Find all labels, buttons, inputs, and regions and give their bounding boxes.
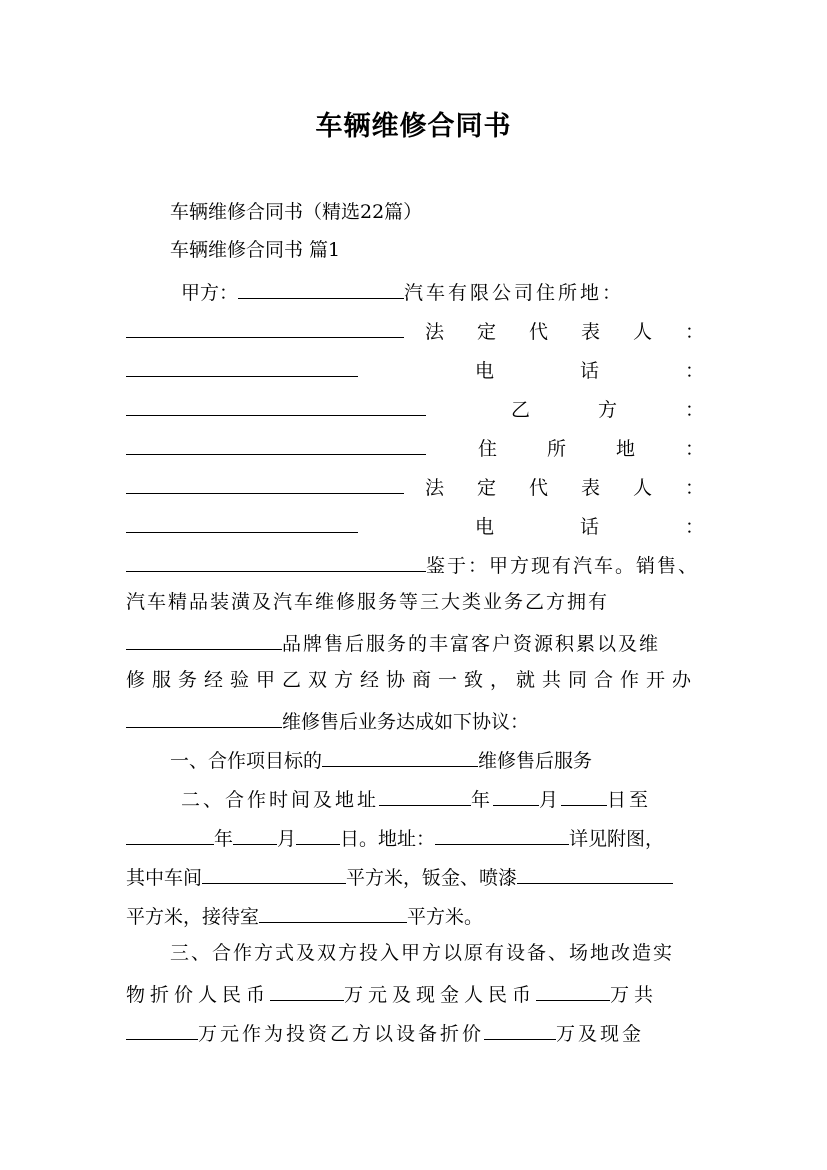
- document-subtitle: 车辆维修合同书（精选22篇）: [170, 201, 423, 223]
- recital-line-4: 修服务经验甲乙双方经协商一致，就共同合作开办: [126, 669, 699, 691]
- party-a-line: 甲方： 汽车有限公司住所地：: [181, 278, 704, 304]
- clause-1-line: 一、合作项目标的 维修售后服务: [170, 746, 704, 772]
- blank-field: [484, 1019, 556, 1040]
- party-b-line: 乙方：: [126, 395, 704, 421]
- blank-field: [126, 473, 404, 494]
- blank-field: [238, 278, 404, 299]
- recital-line-3: 品牌售后服务的丰富客户资源积累以及维: [126, 629, 704, 655]
- blank-field: [233, 824, 277, 845]
- clause-2-line-3: 其中车间 平方米，钣金、喷漆: [126, 863, 704, 889]
- recital-line-5: 维修售后业务达成如下协议：: [126, 707, 704, 733]
- section-heading: 车辆维修合同书 篇1: [170, 239, 341, 261]
- blank-field: [126, 317, 404, 338]
- blank-field: [202, 863, 346, 884]
- blank-field: [126, 356, 358, 377]
- blank-field: [517, 863, 673, 884]
- clause-3-line-1: 三、合作方式及双方投入甲方以原有设备、场地改造实: [170, 942, 675, 964]
- blank-field: [379, 785, 471, 806]
- blank-field: [296, 824, 340, 845]
- clause-3-line-3: 万元作为投资乙方以设备折价 万及现金: [126, 1019, 704, 1045]
- address-b-line: 住所地：: [126, 434, 704, 460]
- blank-field: [493, 785, 539, 806]
- blank-field: [435, 824, 569, 845]
- blank-field: [126, 551, 426, 572]
- phone-a-line: 电话：: [126, 356, 704, 382]
- blank-field: [126, 395, 426, 416]
- blank-field: [126, 434, 426, 455]
- blank-field: [536, 980, 610, 1001]
- clause-3-line-2: 物折价人民币 万元及现金人民币 万共: [126, 980, 704, 1006]
- blank-field: [259, 902, 407, 923]
- clause-2-line-2: 年 月 日。地址： 详见附图，: [126, 824, 704, 850]
- blank-field: [126, 707, 282, 728]
- blank-field: [561, 785, 607, 806]
- recital-line-2: 汽车精品装潢及汽车维修服务等三大类业务乙方拥有: [126, 591, 610, 613]
- legal-rep-a-line: 法定代表人：: [126, 317, 704, 343]
- legal-rep-b-line: 法定代表人：: [126, 473, 704, 499]
- clause-2-line-4: 平方米，接待室 平方米。: [126, 902, 704, 928]
- blank-field: [126, 629, 282, 650]
- blank-field: [126, 824, 214, 845]
- recital-line-1: 鉴于：甲方现有汽车。销售、: [126, 551, 704, 577]
- blank-field: [126, 512, 358, 533]
- blank-field: [126, 1019, 198, 1040]
- blank-field: [322, 746, 478, 767]
- document-title: 车辆维修合同书: [315, 111, 512, 142]
- clause-2-line-1: 二、合作时间及地址 年 月 日至: [181, 785, 704, 811]
- phone-b-line: 电话：: [126, 512, 704, 538]
- blank-field: [270, 980, 344, 1001]
